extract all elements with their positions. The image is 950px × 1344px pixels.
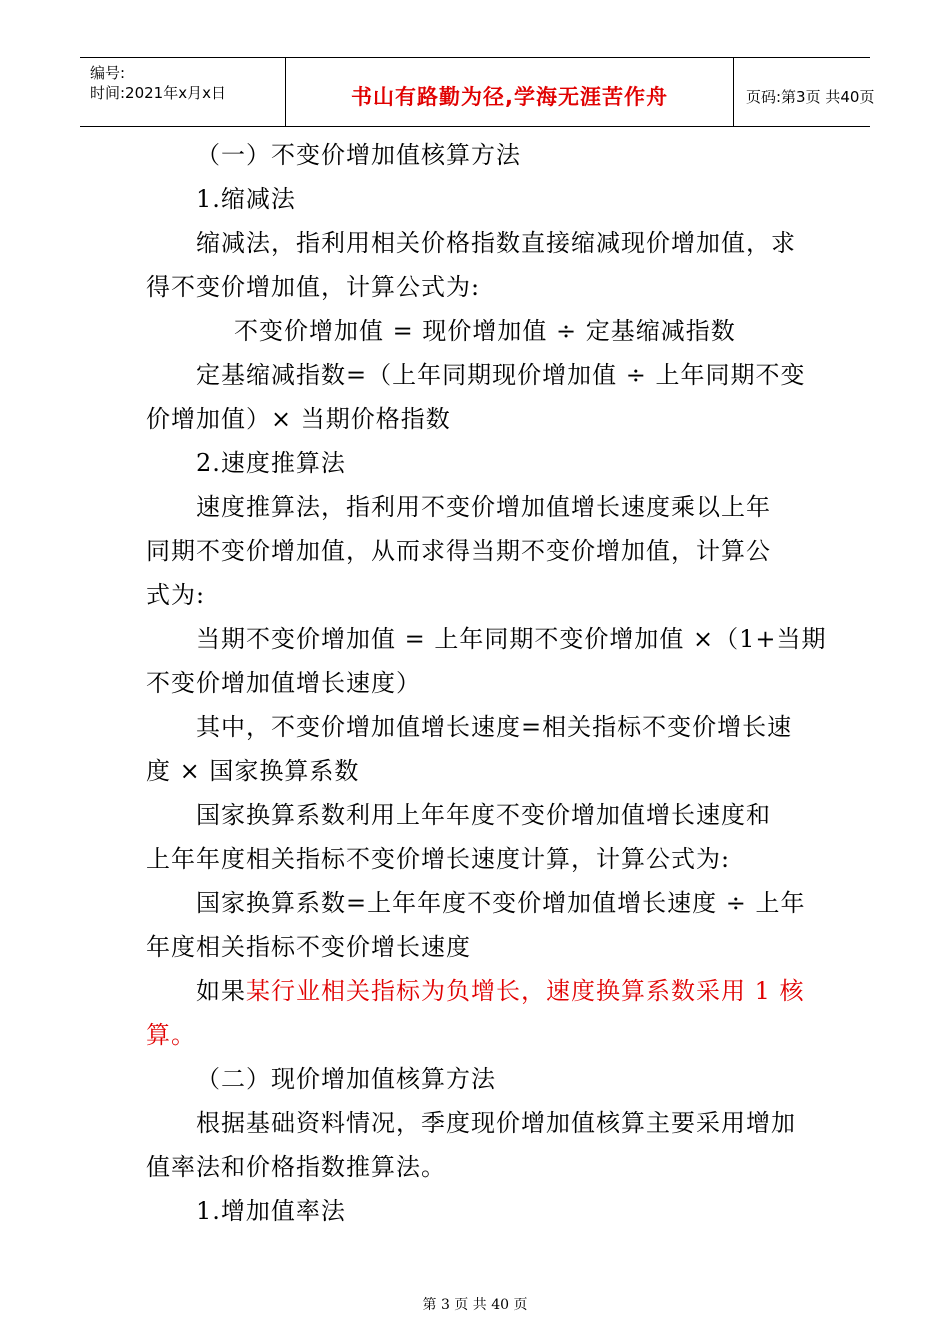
section-heading: （一）不变价增加值核算方法 [196,141,521,169]
paragraph-line: 度 × 国家换算系数 [146,757,360,785]
highlight-paragraph-line [196,976,805,1006]
header-motto: 书山有路勤为径,学海无涯苦作舟 [351,85,668,109]
paragraph-line: 式为: [146,581,206,609]
paragraph-line: 速度推算法，指利用不变价增加值增长速度乘以上年 [196,493,771,521]
paragraph-line: 得不变价增加值，计算公式为: [146,273,481,301]
header-page-info: 页码:第3页 共40页 [746,88,875,106]
paragraph-line: 价增加值）× 当期价格指数 [146,405,451,433]
formula-line: 当期不变价增加值 = 上年同期不变价增加值 ×（1+当期 [196,625,827,653]
highlighted-text: 某行业相关指标为负增长，速度换算系数采用 1 核 [246,977,805,1005]
paragraph-line: 国家换算系数利用上年年度不变价增加值增长速度和 [196,801,771,829]
formula-line: 不变价增加值增长速度） [146,669,421,697]
header-info-cell [80,58,286,126]
paragraph-line: 缩减法，指利用相关价格指数直接缩减现价增加值，求 [196,229,796,257]
paragraph-line: 定基缩减指数=（上年同期现价增加值 ÷ 上年同期不变 [196,361,806,389]
section-heading: （二）现价增加值核算方法 [196,1065,496,1093]
subsection-heading: 1.增加值率法 [196,1197,346,1225]
subsection-heading: 1.缩减法 [196,185,296,213]
document-time-label: 时间:2021年x月x日 [90,84,226,102]
paragraph-line: 根据基础资料情况，季度现价增加值核算主要采用增加 [196,1109,796,1137]
paragraph-prefix: 如果 [196,977,246,1005]
header-motto-cell [286,58,734,126]
subsection-heading: 2.速度推算法 [196,449,346,477]
highlighted-text: 算。 [146,1021,196,1049]
formula-line: 不变价增加值 = 现价增加值 ÷ 定基缩减指数 [234,317,736,345]
paragraph-line: 其中，不变价增加值增长速度=相关指标不变价增长速 [196,713,793,741]
formula-line: 国家换算系数=上年年度不变价增加值增长速度 ÷ 上年 [196,889,806,917]
page-header [80,57,875,127]
page-footer: 第 3 页 共 40 页 [422,1297,528,1313]
document-number-label: 编号: [90,64,126,82]
paragraph-line: 同期不变价增加值，从而求得当期不变价增加值，计算公 [146,537,771,565]
header-page-cell [734,58,875,126]
formula-line: 年度相关指标不变价增长速度 [146,933,471,961]
paragraph-line: 值率法和价格指数推算法。 [146,1153,446,1181]
paragraph-line: 上年年度相关指标不变价增长速度计算，计算公式为: [146,845,731,873]
